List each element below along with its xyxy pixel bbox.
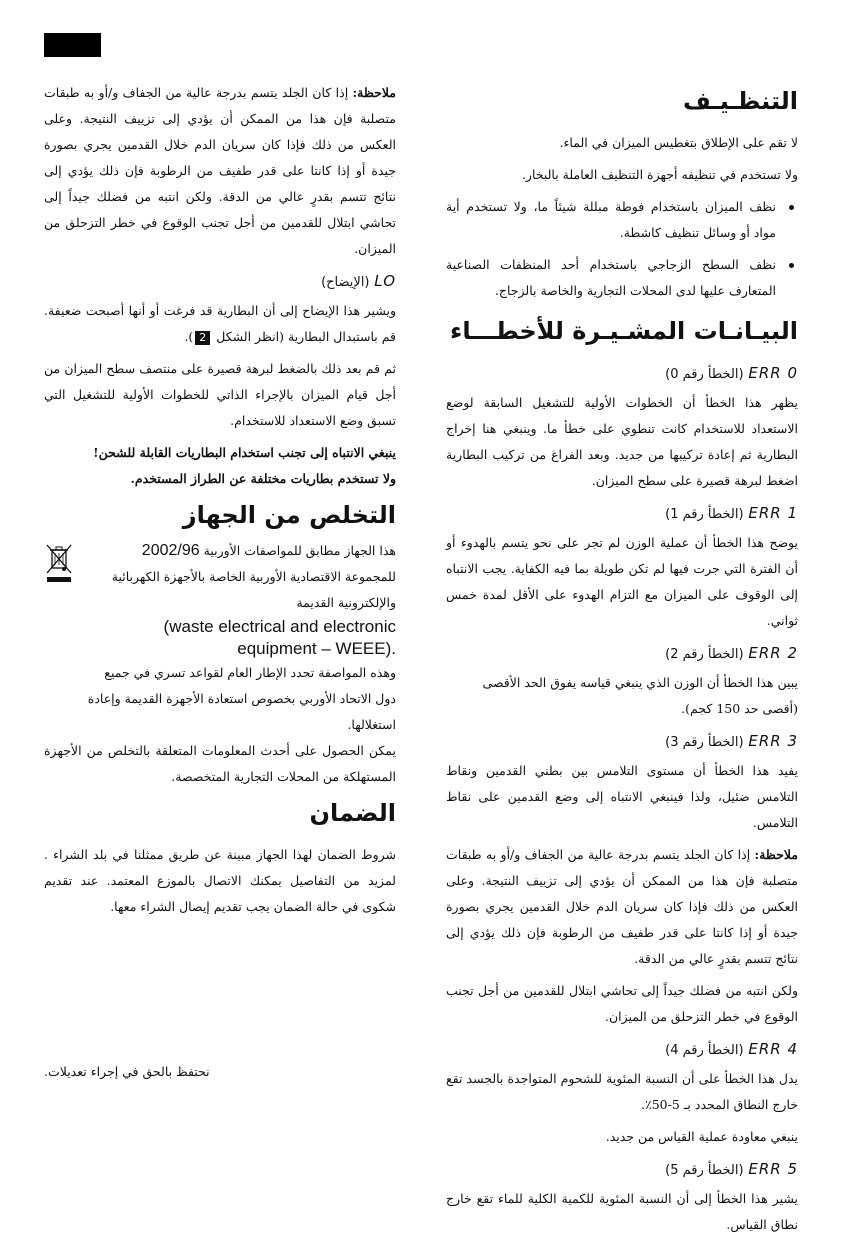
lo-text-before: ويشير هذا الإيضاح إلى أن البطارية قد فرغت أو أنها أصبحت ضعيفة. قم باستبدال البطارية (انظر الشكل — [44, 303, 396, 344]
err-code: ERR 2 — [748, 644, 798, 662]
list-item: نظف السطح الزجاجي باستخدام أحد المنظفات الصناعية المتعارف عليها لدى المحلات التجارية والخاصة بالزجاج. — [446, 252, 776, 304]
weee-line-4: يمكن الحصول على أحدث المعلومات المتعلقة بالتخلص من الأجهزة المستهلكة من المحلات التجارية المتخصصة. — [44, 743, 396, 784]
err-4-text-2: ينبغي معاودة عملية القياس من جديد. — [605, 1129, 798, 1144]
directive-number: 2002/96 — [141, 542, 200, 559]
lo-text-2: ثم قم بعد ذلك بالضغط لبرهة قصيرة على منتصف سطح الميزان من أجل قيام الميزان بالإجراء الذاتي للخطوات الأولية للتشغيل التي تسبق وضع الاستعداد للاستخدام. — [44, 361, 396, 428]
lo-label: (الإيضاح) — [321, 275, 370, 290]
err-3-note — [446, 842, 798, 972]
err-label: (الخطأ رقم 0) — [665, 367, 744, 382]
lo-text-after: ). — [184, 329, 194, 344]
err-3-note-2: ولكن انتبه من فضلك جيداً إلى تحاشي ابتلال للقدمين من أجل تجنب الوقوع في خطر التزحلق من الميزان. — [446, 983, 798, 1024]
right-column — [446, 84, 798, 1244]
err-0-heading — [446, 360, 798, 388]
page-number-marker — [44, 33, 101, 57]
note-label: ملاحظة: — [754, 847, 798, 862]
err-2-heading — [446, 640, 798, 668]
err-label: (الخطأ رقم 3) — [665, 735, 744, 750]
weee-english-1: waste electrical and electronic) — [163, 617, 396, 636]
err-code: ERR 1 — [748, 504, 798, 522]
err-code: ERR 5 — [748, 1160, 798, 1178]
weee-line-1-ar: هذا الجهاز مطابق للمواصفات الأوربية — [199, 543, 396, 558]
err-0-text: يظهر هذا الخطأ أن الخطوات الأولية للتشغيل السابقة لوضع الاستعداد للاستخدام كانت تنطوي على خطأ ما. وينبغي هنا إخراج البطارية ثم إعادة تركيبها من جديد. وبعد الفراغ من تركيب البطارية اضغط لبرهة قصيرة على سطح الميزان. — [446, 395, 798, 488]
note-text: إذا كان الجلد يتسم بدرجة عالية من الجفاف و/أو به طبقات متصلبة فإن هذا من الممكن أن يؤدي إلى تزييف النتيجة. وعلى العكس من ذلك فإذا كان سريان الدم خلال القدمين يجري بصورة جيدة أو إذا كانتا على قدر طفيف من الرطوبة فإن ذلك يؤدي إلى نتائج تتسم بقدرٍ عالي من الدقة. ولكن انتبه من فضلك جيداً إلى تحاشي ابتلال للقدمين من أجل تجنب الوقوع في خطر التزحلق من الميزان. — [44, 85, 396, 256]
note-label: ملاحظة: — [352, 85, 396, 100]
cleaning-p1: لا تقم على الإطلاق بتغطيس الميزان في الماء. — [559, 135, 798, 150]
lo-code: LO — [374, 272, 396, 290]
list-item: نظف الميزان باستخدام فوطة مبللة شيئاً ما، ولا تستخدم أية مواد أو وسائل تنظيف كاشطة. — [446, 194, 776, 246]
err-label: (الخطأ رقم 5) — [665, 1163, 744, 1178]
left-column — [44, 80, 396, 926]
err-label: (الخطأ رقم 4) — [665, 1043, 744, 1058]
footer-note: نحتفظ بالحق في إجراء تعديلات. — [44, 1064, 210, 1079]
weee-english-2: .(equipment – WEEE — [237, 639, 396, 658]
err-code: ERR 3 — [748, 732, 798, 750]
err-1-text: يوضح هذا الخطأ أن عملية الوزن لم تجر على نحو يتسم بالهدوء أو أن الفترة التي جرت فيها لم تكن طويلة بما فيه الكفاية. يجب الانتباه إلى الوقوف على الميزان مع التزام الهدوء على الأقل لمدة خمس ثواني. — [446, 535, 798, 628]
err-5-text: يشير هذا الخطأ إلى أن النسبة المئوية للكمية الكلية للماء تقع خارج نطاق القياس. — [446, 1191, 798, 1232]
err-3-text: يفيد هذا الخطأ أن مستوى التلامس بين بطني القدمين ونقاط التلامس ضئيل، ولذا فينبغي الانتباه إلى وضع القدمين على نقاط التلامس. — [446, 763, 798, 830]
err-2-text: يبين هذا الخطأ أن الوزن الذي ينبغي قياسه يفوق الحد الأقصى (أقصى حد 150 كجم). — [482, 675, 798, 716]
skin-note — [44, 80, 396, 262]
weee-line-1 — [86, 538, 396, 564]
err-4-text: يدل هذا الخطأ على أن النسبة المئوية للشحوم المتواجدة بالجسد تقع خارج النطاق المحدد بـ 5-50٪. — [446, 1071, 798, 1112]
err-code: ERR 4 — [748, 1040, 798, 1058]
err-4-heading — [446, 1036, 798, 1064]
lo-text-1 — [44, 298, 396, 350]
cleaning-p2: ولا تستخدم في تنظيفه أجهزة التنظيف العاملة بالبخار. — [521, 167, 798, 182]
weee-line-2: للمجموعة الاقتصادية الأوربية الخاصة بالأجهزة الكهربائية والإلكترونية القديمة — [111, 569, 396, 610]
weee-line-3: وهذه المواصفة تحدد الإطار العام لقواعد تسري في جميع دول الاتحاد الأوربي بخصوص استعادة الأجهزة القديمة وإعادة استغلالها. — [87, 665, 396, 732]
warranty-text: شروط الضمان لهذا الجهاز مبينة عن طريق ممثلنا في بلد الشراء . لمزيد من التفاصيل يمكنك الاتصال بالموزع المعتمد. عند تقديم شكوى في حالة الضمان يجب تقديم إيصال الشراء معها. — [44, 847, 396, 914]
disposal-heading: التخلص من الجهاز — [182, 501, 396, 529]
weee-text — [86, 538, 396, 738]
err-label: (الخطأ رقم 2) — [665, 647, 744, 662]
err-3-heading — [446, 728, 798, 756]
battery-warning-2: ولا تستخدم بطاريات مختلفة عن الطراز المستخدم. — [130, 471, 396, 486]
err-5-heading — [446, 1156, 798, 1184]
crossed-out-wheelie-bin-icon — [44, 544, 72, 738]
battery-warning-1: ينبغي الانتباه إلى تجنب استخدام البطاريات القابلة للشحن! — [93, 445, 396, 460]
lo-heading — [44, 268, 396, 296]
cleaning-heading: التنظـيـف — [683, 87, 798, 115]
err-label: (الخطأ رقم 1) — [665, 507, 744, 522]
warranty-heading: الضمان — [309, 799, 396, 827]
note-text: إذا كان الجلد يتسم بدرجة عالية من الجفاف و/أو به طبقات متصلبة فإن هذا من الممكن أن يؤدي إلى تزييف النتيجة. وعلى العكس من ذلك فإذا كان سريان الدم خلال القدمين يجري بصورة جيدة أو إذا كانتا على قدر طفيف من الرطوبة فإن ذلك يؤدي إلى نتائج تتسم بقدرٍ عالي من الدقة. — [446, 847, 798, 966]
err-1-heading — [446, 500, 798, 528]
error-codes-heading: البيـانـات المشـيـرة للأخطـــاء — [450, 317, 798, 345]
weee-section — [44, 538, 396, 738]
err-code: ERR 0 — [748, 364, 798, 382]
cleaning-bullets — [446, 194, 798, 304]
figure-reference-badge: 2 — [195, 331, 210, 345]
